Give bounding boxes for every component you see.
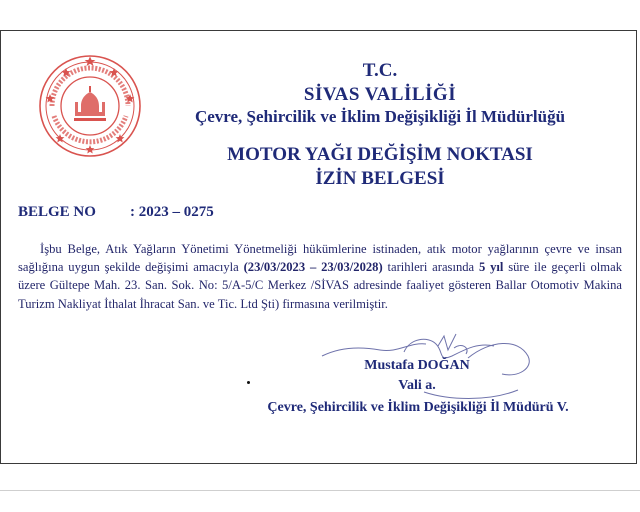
body-part3: süre ile geçerli olmak üzere Gültepe Mah. 23. San. Sok. No: 5/A-5/C Merkez /SİVAS adresinde faaliyet gösteren Ballar Otomotiv Makina Turizm Nakliyat İthalat İhracat San. ve Tic. Ltd Şti) firmasına verilmiştir. (18, 260, 622, 311)
document-title-line2: İZİN BELGESİ (315, 168, 445, 189)
signatory-name: Mustafa DOĞAN (364, 358, 470, 373)
signatory-office: Çevre, Şehircilik ve İklim Değişikliği İl Müdürü V. (267, 400, 569, 415)
header-country: T.C. (362, 60, 398, 81)
document-body (18, 240, 622, 313)
belge-no-row (18, 204, 214, 221)
document-title-line1: MOTOR YAĞI DEĞİŞİM NOKTASI (227, 144, 533, 165)
header-directorate: Çevre, Şehircilik ve İklim Değişikliği İl Müdürlüğü (194, 107, 566, 126)
header-governorship: SİVAS VALİLİĞİ (303, 84, 457, 105)
page-bottom-line (0, 490, 640, 491)
belge-no-label: BELGE NO (18, 204, 96, 220)
ink-dot (247, 381, 250, 384)
body-part2: tarihleri arasında (382, 260, 479, 275)
body-part1: İşbu Belge, Atık Yağların Yönetimi Yönetmeliği hükümlerine istinaden, atık motor yağlarının çevre ve insan sağlığına uygun şekilde değişimi amacıyla (18, 242, 622, 275)
belge-no-value: : 2023 – 0275 (130, 204, 214, 220)
signatory-role: Vali a. (398, 378, 436, 393)
body-validity: 5 yıl (478, 260, 504, 275)
ministry-seal-icon (38, 54, 142, 158)
body-dates: (23/03/2023 – 23/03/2028) (243, 260, 383, 275)
